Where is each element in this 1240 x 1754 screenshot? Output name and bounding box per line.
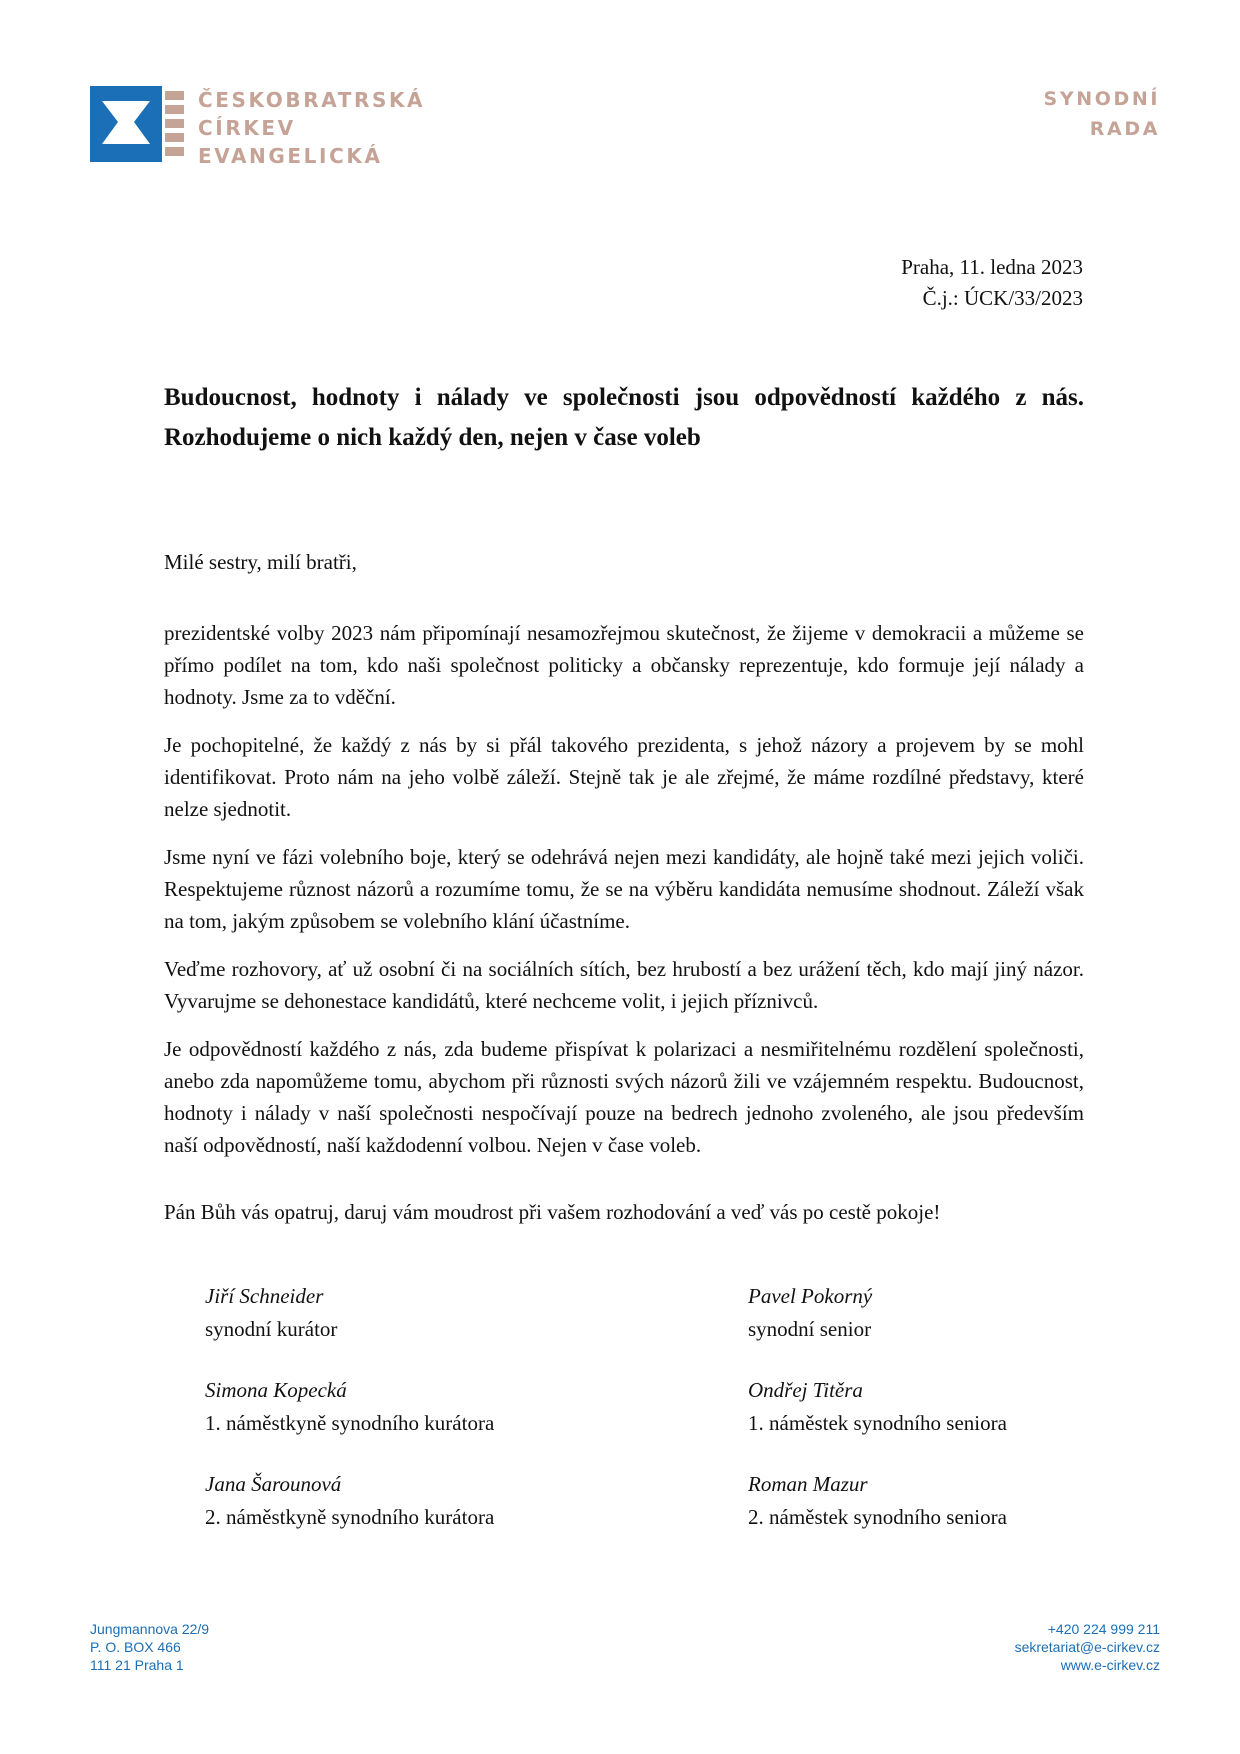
church-logo <box>90 86 426 168</box>
signatory-role: synodní senior <box>748 1317 872 1341</box>
signatory-role: 2. náměstek synodního seniora <box>748 1505 1007 1529</box>
signatory-role: 1. náměstek synodního seniora <box>748 1411 1007 1435</box>
logo-line-3: EVANGELICKÁ <box>198 144 383 168</box>
address-street: Jungmannova 22/9 <box>90 1621 210 1637</box>
signatory-name: Jiří Schneider <box>205 1284 324 1308</box>
signatory-block <box>748 1468 1007 1534</box>
paragraph: prezidentské volby 2023 nám připomínají nesamozřejmou skutečnost, že žijeme v demokracii a můžeme se přímo podílet na tom, kdo naši společnost politicky a občansky reprezentuje, kdo formuje její nálady a hodnoty. Jsme za to vděční. <box>164 621 1084 709</box>
signatory-name: Roman Mazur <box>748 1472 868 1496</box>
logo-bars <box>162 86 184 162</box>
letter-meta <box>901 252 1083 314</box>
letter-title: Budoucnost, hodnoty i nálady ve společnosti jsou odpovědností každého z nás. Rozhodujeme o nich každý den, nejen v čase voleb <box>164 384 1084 451</box>
synod-council-heading <box>1044 84 1160 144</box>
place-date: Praha, 11. ledna 2023 <box>901 255 1083 279</box>
signatory-name: Simona Kopecká <box>205 1378 347 1402</box>
letter-body <box>164 617 1084 1177</box>
signatory-role: 1. náměstkyně synodního kurátora <box>205 1411 495 1435</box>
paragraph: Veďme rozhovory, ať už osobní či na sociálních sítích, bez hrubostí a bez urážení těch, kdo mají jiný názor. Vyvarujme se dehonestace kandidátů, které nechceme volit, i jejich příznivců. <box>164 957 1084 1013</box>
rada-line-2: RADA <box>1089 118 1160 140</box>
reference-number: Č.j.: ÚCK/33/2023 <box>922 286 1083 310</box>
rada-line-1: SYNODNÍ <box>1043 88 1160 110</box>
closing-blessing: Pán Bůh vás opatruj, daruj vám moudrost při vašem rozhodování a veď vás po cestě pokoje! <box>164 1200 941 1224</box>
address-city: 111 21 Praha 1 <box>90 1657 184 1673</box>
chalice-logo-icon <box>90 86 162 162</box>
contact-email: sekretariat@e-cirkev.cz <box>1014 1639 1160 1655</box>
signatory-block <box>205 1280 337 1346</box>
logo-line-2: CÍRKEV <box>198 116 296 140</box>
signatory-name: Ondřej Titěra <box>748 1378 863 1402</box>
address-pobox: P. O. BOX 466 <box>90 1639 181 1655</box>
paragraph: Je odpovědností každého z nás, zda budeme přispívat k polarizaci a nesmiřitelnému rozdělení společnosti, anebo zda napomůžeme tomu, abychom při různosti svých názorů žili ve vzájemném respektu. Budoucnost, hodnoty i nálady v naší společnosti nespočívají pouze na bedrech jednoho zvoleného, ale jsou především naší odpovědností, naší každodenní volbou. Nejen v čase voleb. <box>164 1037 1084 1157</box>
signatory-name: Pavel Pokorný <box>748 1284 873 1308</box>
contact-phone: +420 224 999 211 <box>1047 1621 1160 1637</box>
logo-wordmark <box>198 86 425 170</box>
paragraph: Je pochopitelné, že každý z nás by si přál takového prezidenta, s jehož názory a projevem by se mohl identifikovat. Proto nám na jeho volbě záleží. Stejně tak je ale zřejmé, že máme rozdílné představy, které nelze sjednotit. <box>164 733 1084 821</box>
signatory-block <box>748 1374 1007 1440</box>
signatory-block <box>205 1468 494 1534</box>
signatory-block <box>205 1374 494 1440</box>
signatory-block <box>748 1280 872 1346</box>
signatory-name: Jana Šarounová <box>205 1472 342 1496</box>
contact-website: www.e-cirkev.cz <box>1060 1657 1160 1673</box>
signatory-role: synodní kurátor <box>205 1317 338 1341</box>
logo-line-1: ČESKOBRATRSKÁ <box>198 88 426 112</box>
signatory-role: 2. náměstkyně synodního kurátora <box>205 1505 495 1529</box>
footer-address <box>90 1620 209 1674</box>
footer-contact <box>1015 1620 1160 1674</box>
salutation: Milé sestry, milí bratři, <box>164 550 357 574</box>
paragraph: Jsme nyní ve fázi volebního boje, který se odehrává nejen mezi kandidáty, ale hojně také mezi jejich voliči. Respektujeme různost názorů a rozumíme tomu, že se na výběru kandidáta nemusíme shodnout. Záleží však na tom, jakým způsobem se volebního klání účastníme. <box>164 845 1084 933</box>
